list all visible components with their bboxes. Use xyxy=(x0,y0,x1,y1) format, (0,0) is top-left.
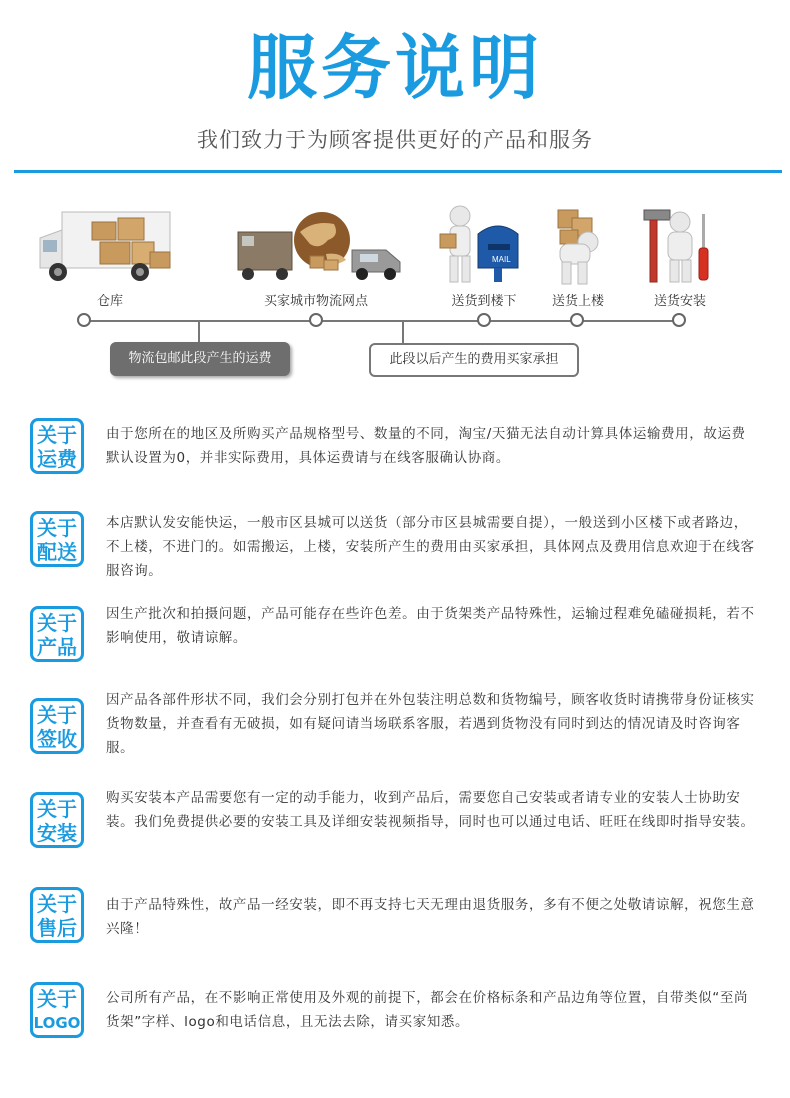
tag-line2: LOGO xyxy=(33,1014,81,1032)
section-text: 购买安装本产品需要您有一定的动手能力，收到产品后，需要您自己安装或者请专业的安装人士协助安装。我们免费提供必要的安装工具及详细安装视频指导，同时也可以通过电话、旺旺在线即时指导安装。 xyxy=(106,790,755,830)
tag-line1: 关于 xyxy=(37,703,77,727)
section-text: 因产品各部件形状不同，我们会分别打包并在外包装注明总数和货物编号，顾客收货时请携带身份证核实货物数量，并查看有无破损，如有疑问请当场联系客服，若遇到货物没有同时到达的情况请及时咨询客服。 xyxy=(106,692,755,756)
section-tag xyxy=(30,982,84,1038)
flow-node xyxy=(477,313,491,327)
globe-logistics-icon xyxy=(236,210,406,284)
stage-label-install: 送货安装 xyxy=(653,294,707,309)
svg-text:MAIL: MAIL xyxy=(492,255,511,264)
section-tag xyxy=(30,887,84,943)
section-tag xyxy=(30,698,84,754)
section-text: 由于产品特殊性，故产品一经安装，即不再支持七天无理由退货服务，多有不便之处敬请谅解，祝您生意兴隆！ xyxy=(106,897,755,937)
section-text: 本店默认发安能快运，一般市区县城可以送货（部分市区县城需要自提），一般送到小区楼下或者路边，不上楼，不进门的。如需搬运，上楼，安装所产生的费用由买家承担，具体网点及费用信息欢迎于在线客服咨询。 xyxy=(106,515,755,579)
tag-line2: 配送 xyxy=(37,540,77,564)
flow-node xyxy=(309,313,323,327)
page-title: 服务说明 xyxy=(247,27,543,109)
tag-line1: 关于 xyxy=(37,516,77,540)
section-tag xyxy=(30,418,84,474)
tag-line2: 售后 xyxy=(37,916,77,940)
section-tag xyxy=(30,606,84,662)
tag-line1: 关于 xyxy=(37,987,77,1011)
section-tag xyxy=(30,511,84,567)
carry-boxes-figure-icon xyxy=(536,204,616,286)
connector xyxy=(402,321,404,343)
section-tag xyxy=(30,792,84,848)
page-subtitle: 我们致力于为顾客提供更好的产品和服务 xyxy=(197,128,593,152)
tag-line2: 安装 xyxy=(37,821,77,845)
tag-line2: 产品 xyxy=(37,635,77,659)
delivery-truck-icon xyxy=(38,208,178,284)
flow-node xyxy=(570,313,584,327)
section-text: 公司所有产品，在不影响正常使用及外观的前提下，都会在价格标条和产品边角等位置，自带类似“至尚货架”字样、logo和电话信息，且无法去除，请买家知悉。 xyxy=(106,990,749,1030)
tag-line1: 关于 xyxy=(37,892,77,916)
stage-label-logistics-point: 买家城市物流网点 xyxy=(263,294,369,309)
flow-line xyxy=(84,320,680,322)
stage-label-upstairs: 送货上楼 xyxy=(551,294,605,309)
buyer-cost-note: 此段以后产生的费用买家承担 xyxy=(369,343,579,377)
stage-label-to-building: 送货到楼下 xyxy=(451,294,517,309)
section-text: 由于您所在的地区及所购买产品规格型号、数量的不同，淘宝/天猫无法自动计算具体运输费用，故运费默认设置为0，并非实际费用，具体运费请与在线客服确认协商。 xyxy=(106,426,746,466)
connector xyxy=(198,321,200,342)
section-text: 因生产批次和拍摄问题，产品可能存在些许色差。由于货架类产品特殊性，运输过程难免磕碰损耗，若不影响使用，敬请谅解。 xyxy=(106,606,755,646)
tag-line2: 运费 xyxy=(37,447,77,471)
tag-line1: 关于 xyxy=(37,797,77,821)
free-shipping-note: 物流包邮此段产生的运费 xyxy=(110,342,290,376)
tag-line1: 关于 xyxy=(37,423,77,447)
tag-line1: 关于 xyxy=(37,611,77,635)
tag-line2: 签收 xyxy=(37,727,77,751)
stage-label-warehouse: 仓库 xyxy=(96,294,124,309)
header-divider xyxy=(14,170,782,173)
tools-figure-icon xyxy=(634,204,724,286)
flow-node xyxy=(672,313,686,327)
flow-node xyxy=(77,313,91,327)
mailbox-figure-icon xyxy=(436,204,526,286)
